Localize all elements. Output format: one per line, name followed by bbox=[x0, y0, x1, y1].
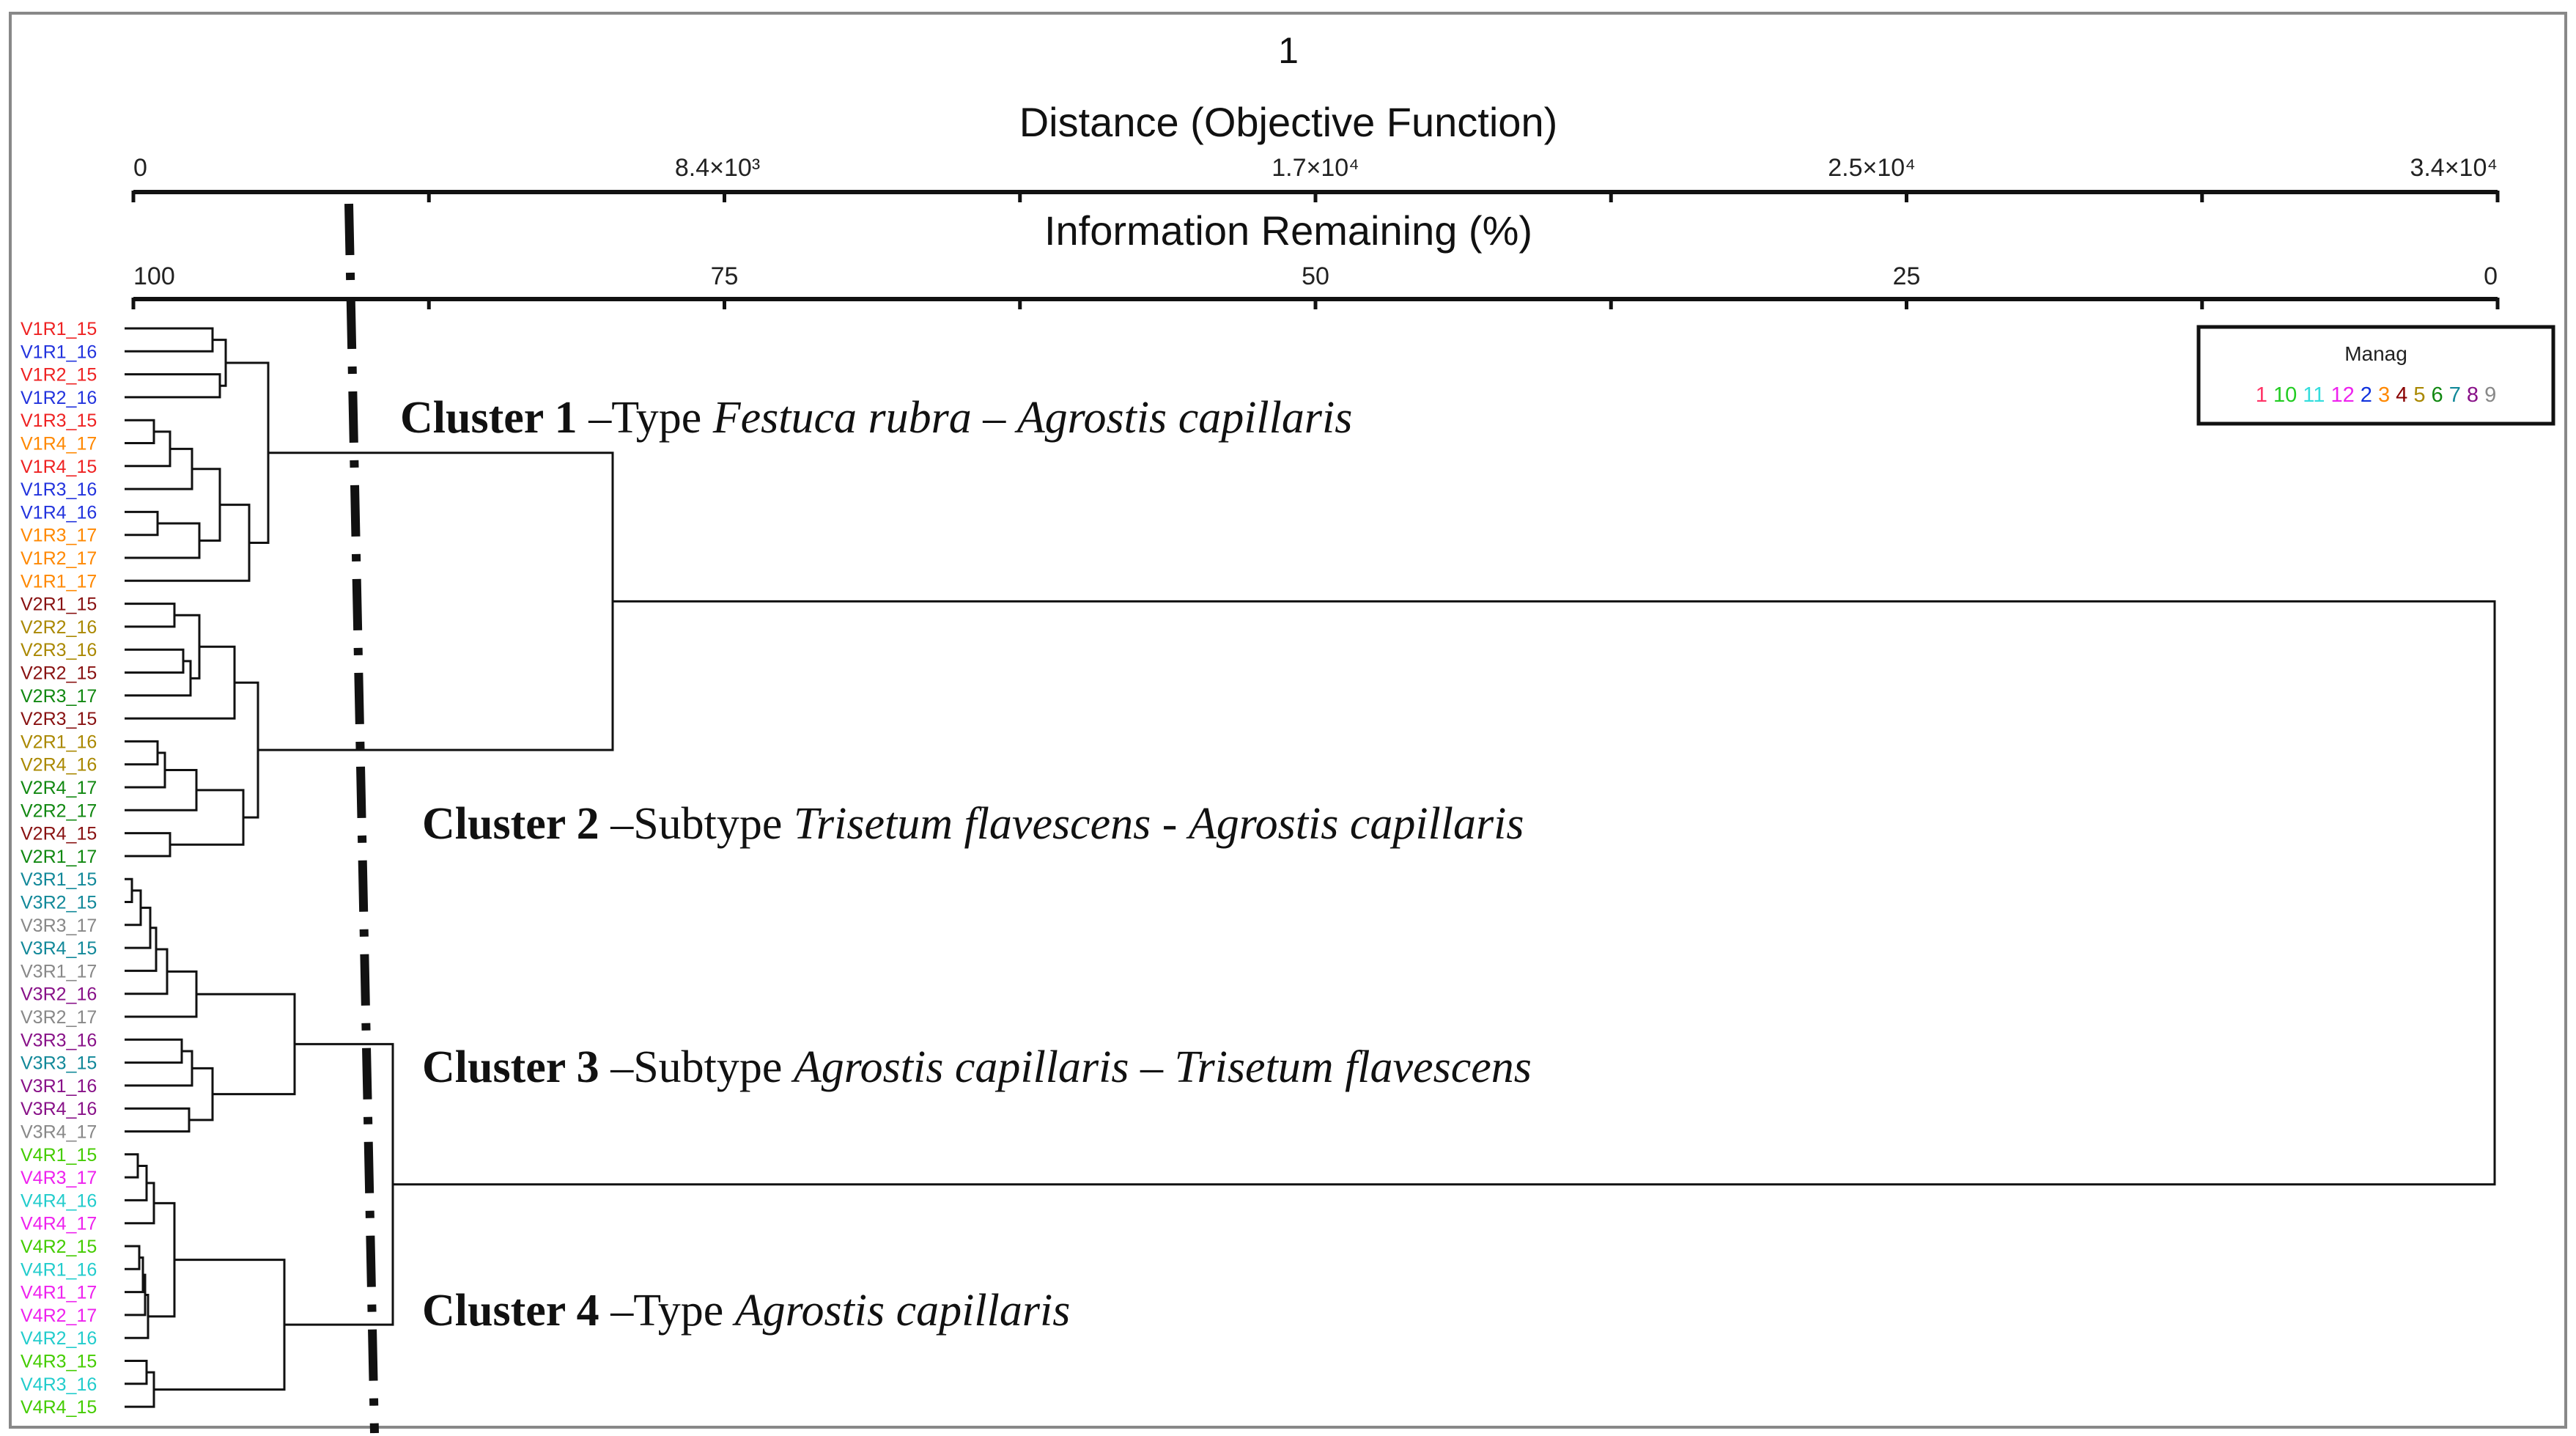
cluster-type-prefix: –Subtype bbox=[599, 1042, 794, 1092]
leaf-label: V1R2_15 bbox=[21, 364, 97, 386]
legend-entry: 5 bbox=[2407, 383, 2426, 407]
leaf-label: V1R3_15 bbox=[21, 410, 97, 432]
leaf-label: V3R4_16 bbox=[21, 1099, 97, 1120]
legend-entries bbox=[2256, 383, 2496, 407]
leaf-label: V4R2_16 bbox=[21, 1328, 97, 1350]
legend-entry: 3 bbox=[2372, 383, 2391, 407]
leaf-label: V3R3_15 bbox=[21, 1053, 97, 1074]
leaf-label: V3R4_17 bbox=[21, 1122, 97, 1143]
cluster-type-prefix: –Type bbox=[577, 393, 713, 443]
leaf-label: V3R1_16 bbox=[21, 1075, 97, 1097]
leaf-label: V3R1_15 bbox=[21, 869, 97, 891]
legend-entry: 10 bbox=[2267, 383, 2298, 407]
legend-entry: 8 bbox=[2460, 383, 2479, 407]
leaf-label: V1R4_16 bbox=[21, 502, 97, 523]
leaf-label: V2R4_15 bbox=[21, 823, 97, 844]
leaf-label: V4R4_17 bbox=[21, 1213, 97, 1234]
leaf-label: V4R1_16 bbox=[21, 1259, 97, 1281]
separator: – bbox=[971, 393, 1017, 443]
leaf-label: V4R2_17 bbox=[21, 1305, 97, 1326]
legend-entry: 9 bbox=[2479, 383, 2497, 407]
leaf-label: V2R3_15 bbox=[21, 709, 97, 730]
information-axis-tick-label: 50 bbox=[1302, 262, 1329, 290]
leaf-label: V3R3_16 bbox=[21, 1030, 97, 1051]
cluster-name: Cluster 1 bbox=[400, 393, 577, 443]
leaf-label: V2R1_16 bbox=[21, 732, 97, 753]
species-name: Agrostis capillaris bbox=[1016, 393, 1353, 443]
leaf-label: V2R1_17 bbox=[21, 846, 97, 867]
leaf-label: V4R2_15 bbox=[21, 1237, 97, 1257]
cluster-name: Cluster 3 bbox=[422, 1042, 599, 1092]
leaf-label: V2R2_15 bbox=[21, 663, 97, 684]
species-name: Trisetum flavescens bbox=[1174, 1042, 1532, 1092]
cluster-type-prefix: –Subtype bbox=[599, 799, 794, 849]
information-axis-tick-label: 100 bbox=[133, 262, 175, 290]
leaf-label: V4R1_15 bbox=[21, 1144, 97, 1166]
separator: - bbox=[1151, 799, 1189, 849]
leaf-label: V3R3_17 bbox=[21, 915, 97, 936]
leaf-label: V2R2_16 bbox=[21, 616, 97, 638]
species-name: Trisetum flavescens bbox=[793, 799, 1151, 849]
cluster-name: Cluster 4 bbox=[422, 1286, 599, 1336]
leaf-label: V2R4_17 bbox=[21, 778, 97, 798]
distance-axis-tick-label: 1.7×10⁴ bbox=[1272, 154, 1359, 182]
leaf-label: V1R3_17 bbox=[21, 525, 97, 546]
top-label: 1 bbox=[1278, 30, 1299, 71]
leaf-label: V1R2_17 bbox=[21, 548, 97, 569]
distance-axis-tick-label: 0 bbox=[133, 154, 147, 182]
leaf-label: V1R3_16 bbox=[21, 479, 97, 501]
leaf-label: V2R3_16 bbox=[21, 640, 97, 661]
species-name: Agrostis capillaris bbox=[1188, 799, 1524, 849]
leaf-label: V4R3_17 bbox=[21, 1168, 97, 1189]
distance-axis-tick-label: 8.4×10³ bbox=[674, 154, 761, 182]
information-axis-tick-label: 25 bbox=[1892, 262, 1921, 290]
cluster-label bbox=[400, 393, 1352, 443]
legend-title: Manag bbox=[2344, 342, 2407, 365]
distance-axis-tick-label: 3.4×10⁴ bbox=[2410, 154, 2498, 182]
species-name: Agrostis capillaris bbox=[734, 1286, 1071, 1336]
leaf-label: V3R4_15 bbox=[21, 938, 97, 960]
leaf-label: V4R4_15 bbox=[21, 1397, 97, 1418]
legend-entry: 11 bbox=[2297, 383, 2325, 407]
leaf-label: V1R2_16 bbox=[21, 387, 97, 408]
leaf-label: V4R3_16 bbox=[21, 1374, 97, 1395]
species-name: Agrostis capillaris bbox=[793, 1042, 1129, 1092]
leaf-label: V3R2_17 bbox=[21, 1007, 97, 1028]
legend-box bbox=[2199, 327, 2553, 424]
information-axis-tick-label: 75 bbox=[710, 262, 739, 290]
cluster-type-prefix: –Type bbox=[599, 1286, 735, 1336]
leaf-label: V4R1_17 bbox=[21, 1282, 97, 1303]
leaf-label: V4R3_15 bbox=[21, 1351, 97, 1372]
legend-entry: 12 bbox=[2325, 383, 2355, 407]
leaf-label: V3R2_15 bbox=[21, 892, 97, 913]
legend-entry: 7 bbox=[2443, 383, 2461, 407]
legend bbox=[2199, 327, 2553, 424]
species-name: Festuca rubra bbox=[712, 393, 972, 443]
leaf-label: V2R2_17 bbox=[21, 800, 97, 822]
leaf-label: V3R2_16 bbox=[21, 984, 97, 1005]
separator: – bbox=[1129, 1042, 1175, 1092]
cluster-label bbox=[422, 1286, 1070, 1336]
legend-entry: 2 bbox=[2354, 383, 2372, 407]
leaf-label: V2R1_15 bbox=[21, 594, 97, 615]
leaf-label: V2R4_16 bbox=[21, 754, 97, 776]
cluster-label bbox=[422, 1042, 1532, 1092]
legend-entry: 1 bbox=[2255, 383, 2267, 407]
legend-entry: 6 bbox=[2425, 383, 2443, 407]
information-axis-title: Information Remaining (%) bbox=[1044, 207, 1533, 254]
leaf-label: V1R1_17 bbox=[21, 571, 97, 592]
leaf-label: V1R4_17 bbox=[21, 433, 97, 454]
cluster-label bbox=[422, 799, 1524, 849]
cluster-name: Cluster 2 bbox=[422, 799, 599, 849]
information-axis-tick-label: 0 bbox=[2484, 262, 2498, 290]
legend-entry: 4 bbox=[2390, 383, 2408, 407]
leaf-label: V1R1_15 bbox=[21, 319, 97, 339]
leaf-label: V1R4_15 bbox=[21, 456, 97, 477]
distance-axis-title: Distance (Objective Function) bbox=[1019, 99, 1558, 145]
leaf-label: V1R1_16 bbox=[21, 342, 97, 363]
leaf-label: V4R4_16 bbox=[21, 1190, 97, 1212]
leaf-label: V2R3_17 bbox=[21, 685, 97, 707]
leaf-label: V3R1_17 bbox=[21, 961, 97, 982]
distance-axis-tick-label: 2.5×10⁴ bbox=[1828, 154, 1916, 182]
